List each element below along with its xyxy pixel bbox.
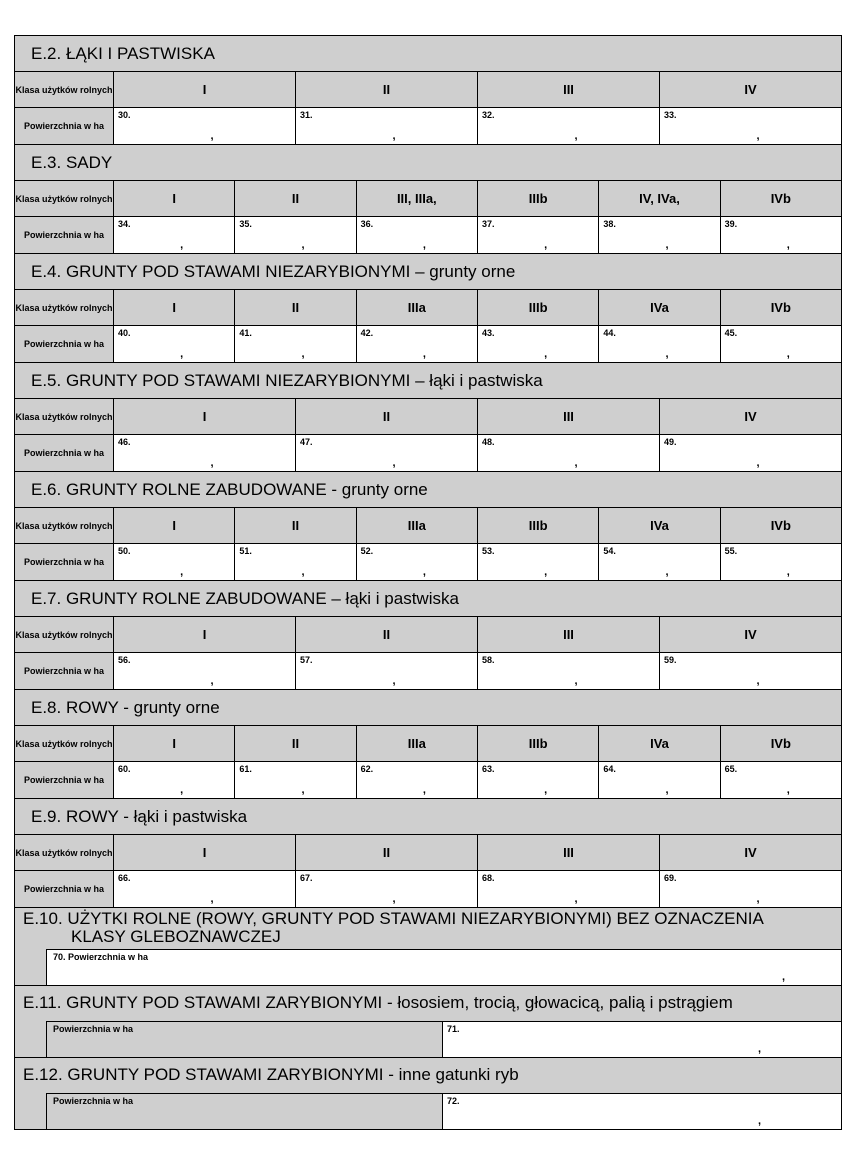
- section-e10-body: [15, 949, 841, 985]
- area-input-cell[interactable]: [721, 544, 841, 580]
- section-e10-indent: [15, 949, 47, 985]
- area-input-cell[interactable]: [599, 762, 720, 798]
- section-e11-header: [15, 985, 841, 1021]
- field-72-label: 72.: [447, 1096, 460, 1106]
- class-header-cell: I: [114, 399, 296, 434]
- area-row-label: Powierzchnia w ha: [15, 435, 114, 471]
- section-7-class-row: [15, 616, 841, 652]
- field-71-input[interactable]: [443, 1021, 841, 1057]
- decimal-comma: ,: [392, 457, 396, 469]
- area-input-cell[interactable]: [721, 762, 841, 798]
- section-3-area-row: [15, 216, 841, 253]
- field-70-label: 70. Powierzchnia w ha: [53, 952, 149, 962]
- area-input-cell[interactable]: [114, 871, 296, 907]
- class-row-label: Klasa użytków rolnych: [15, 508, 114, 543]
- field-number: 33.: [664, 110, 677, 120]
- decimal-comma: ,: [301, 784, 305, 796]
- area-input-cell[interactable]: [296, 108, 478, 144]
- decimal-comma: ,: [574, 130, 578, 142]
- class-header-cell: III: [478, 72, 660, 107]
- class-header-cell: III: [478, 617, 660, 652]
- area-row-label: Powierzchnia w ha: [15, 871, 114, 907]
- section-e10-header: [15, 907, 841, 949]
- area-input-cell[interactable]: [114, 326, 235, 362]
- area-row-label: Powierzchnia w ha: [15, 653, 114, 689]
- area-input-cell[interactable]: [357, 544, 478, 580]
- field-number: 42.: [360, 328, 374, 338]
- field-number: 38.: [603, 219, 616, 229]
- class-header-cell: II: [235, 726, 356, 761]
- field-number: 39.: [724, 219, 738, 229]
- section-2-area-row: [15, 107, 841, 144]
- section-5-class-row: [15, 398, 841, 434]
- class-header-cell: IV: [660, 617, 841, 652]
- section-e10-title-line2: KLASY GLEBOZNAWCZEJ: [71, 927, 281, 946]
- field-number: 60.: [118, 764, 131, 774]
- decimal-comma: ,: [756, 457, 760, 469]
- field-number: 53.: [481, 546, 495, 556]
- class-header-cell: IV, IVa,: [599, 181, 720, 216]
- section-e12-indent: [15, 1093, 47, 1129]
- section-4-title: E.4. GRUNTY POD STAWAMI NIEZARYBIONYMI – grunty orne: [15, 253, 841, 289]
- class-header-cell: IVa: [599, 726, 720, 761]
- class-header-cell: IIIb: [478, 726, 599, 761]
- field-number: 55.: [724, 546, 738, 556]
- decimal-comma: ,: [786, 348, 790, 360]
- class-header-cell: III: [478, 835, 660, 870]
- field-72-input[interactable]: [443, 1093, 841, 1129]
- section-9-title: E.9. ROWY - łąki i pastwiska: [15, 798, 841, 834]
- area-input-cell[interactable]: [721, 326, 841, 362]
- class-header-cell: IV: [660, 835, 841, 870]
- area-input-cell[interactable]: [478, 217, 599, 253]
- section-8-area-row: [15, 761, 841, 798]
- field-number: 63.: [481, 764, 495, 774]
- class-header-cell: I: [114, 290, 235, 325]
- field-number: 46.: [118, 437, 131, 447]
- decimal-comma: ,: [574, 457, 578, 469]
- field-number: 61.: [239, 764, 252, 774]
- section-7-area-row: [15, 652, 841, 689]
- area-row-label: Powierzchnia w ha: [15, 762, 114, 798]
- section-e12-label: Powierzchnia w ha: [53, 1096, 134, 1106]
- field-number: 49.: [664, 437, 677, 447]
- class-header-cell: IV: [660, 72, 841, 107]
- section-e11-label-box: [47, 1021, 443, 1057]
- section-3-title: E.3. SADY: [15, 144, 841, 180]
- area-input-cell[interactable]: [296, 653, 478, 689]
- field-number: 65.: [724, 764, 738, 774]
- decimal-comma: ,: [544, 348, 548, 360]
- section-2-title: E.2. ŁĄKI I PASTWISKA: [15, 35, 841, 71]
- decimal-comma: ,: [301, 348, 305, 360]
- field-number: 54.: [603, 546, 616, 556]
- area-input-cell[interactable]: [235, 544, 356, 580]
- class-header-cell: I: [114, 617, 296, 652]
- decimal-comma: ,: [756, 675, 760, 687]
- field-number: 43.: [481, 328, 495, 338]
- decimal-comma: ,: [574, 893, 578, 905]
- section-6-area-row: [15, 543, 841, 580]
- field-number: 56.: [118, 655, 131, 665]
- class-row-label: Klasa użytków rolnych: [15, 181, 114, 216]
- area-input-cell[interactable]: [114, 653, 296, 689]
- section-e12-body: [15, 1093, 841, 1129]
- field-number: 51.: [239, 546, 252, 556]
- decimal-comma: ,: [544, 566, 548, 578]
- area-input-cell[interactable]: [357, 326, 478, 362]
- class-header-cell: IVa: [599, 508, 720, 543]
- field-number: 36.: [360, 219, 374, 229]
- class-row-label: Klasa użytków rolnych: [15, 617, 114, 652]
- field-number: 64.: [603, 764, 616, 774]
- section-6-title: E.6. GRUNTY ROLNE ZABUDOWANE - grunty orne: [15, 471, 841, 507]
- field-number: 34.: [118, 219, 131, 229]
- decimal-comma: ,: [757, 1043, 761, 1055]
- sections-container: [15, 35, 841, 907]
- decimal-comma: ,: [574, 675, 578, 687]
- class-header-cell: IVa: [599, 290, 720, 325]
- area-input-cell[interactable]: [478, 108, 660, 144]
- decimal-comma: ,: [180, 348, 184, 360]
- class-header-cell: II: [296, 617, 478, 652]
- section-5-title: E.5. GRUNTY POD STAWAMI NIEZARYBIONYMI – łąki i pastwiska: [15, 362, 841, 398]
- decimal-comma: ,: [210, 893, 214, 905]
- decimal-comma: ,: [786, 239, 790, 251]
- field-number: 59.: [664, 655, 677, 665]
- section-e11-label: Powierzchnia w ha: [53, 1024, 134, 1034]
- section-e12-title: E.12. GRUNTY POD STAWAMI ZARYBIONYMI - inne gatunki ryb: [23, 1065, 519, 1084]
- class-header-cell: II: [296, 835, 478, 870]
- section-4-area-row: [15, 325, 841, 362]
- field-number: 66.: [118, 873, 131, 883]
- class-header-cell: II: [296, 399, 478, 434]
- decimal-comma: ,: [392, 893, 396, 905]
- field-number: 44.: [603, 328, 616, 338]
- decimal-comma: ,: [422, 348, 426, 360]
- area-input-cell[interactable]: [478, 326, 599, 362]
- area-input-cell[interactable]: [660, 435, 841, 471]
- class-row-label: Klasa użytków rolnych: [15, 399, 114, 434]
- decimal-comma: ,: [422, 239, 426, 251]
- land-area-form: [14, 35, 842, 1130]
- area-input-cell[interactable]: [599, 217, 720, 253]
- area-row-label: Powierzchnia w ha: [15, 326, 114, 362]
- class-header-cell: IVb: [721, 290, 841, 325]
- area-input-cell[interactable]: [478, 653, 660, 689]
- field-number: 30.: [118, 110, 131, 120]
- section-e11-body: [15, 1021, 841, 1057]
- class-header-cell: IIIa: [357, 508, 478, 543]
- area-input-cell[interactable]: [235, 217, 356, 253]
- area-input-cell[interactable]: [235, 762, 356, 798]
- class-header-cell: I: [114, 181, 235, 216]
- decimal-comma: ,: [180, 784, 184, 796]
- class-header-cell: II: [296, 72, 478, 107]
- field-number: 67.: [300, 873, 313, 883]
- class-header-cell: I: [114, 835, 296, 870]
- decimal-comma: ,: [781, 971, 785, 983]
- class-row-label: Klasa użytków rolnych: [15, 835, 114, 870]
- class-header-cell: III: [478, 399, 660, 434]
- area-row-label: Powierzchnia w ha: [15, 108, 114, 144]
- class-header-cell: IV: [660, 399, 841, 434]
- class-header-cell: III, IIIa,: [357, 181, 478, 216]
- area-input-cell[interactable]: [114, 435, 296, 471]
- class-header-cell: IIIb: [478, 181, 599, 216]
- field-number: 40.: [118, 328, 131, 338]
- decimal-comma: ,: [392, 675, 396, 687]
- section-e11-title: E.11. GRUNTY POD STAWAMI ZARYBIONYMI - łososiem, trocią, głowacicą, palią i pstrągiem: [23, 993, 733, 1012]
- decimal-comma: ,: [544, 239, 548, 251]
- decimal-comma: ,: [544, 784, 548, 796]
- area-input-cell[interactable]: [478, 544, 599, 580]
- decimal-comma: ,: [392, 130, 396, 142]
- class-header-cell: IIIa: [357, 726, 478, 761]
- area-row-label: Powierzchnia w ha: [15, 544, 114, 580]
- area-input-cell[interactable]: [660, 871, 841, 907]
- area-input-cell[interactable]: [296, 435, 478, 471]
- decimal-comma: ,: [786, 784, 790, 796]
- area-input-cell[interactable]: [114, 217, 235, 253]
- section-2-class-row: [15, 71, 841, 107]
- decimal-comma: ,: [210, 130, 214, 142]
- section-9-area-row: [15, 870, 841, 907]
- area-input-cell[interactable]: [235, 326, 356, 362]
- field-number: 68.: [482, 873, 495, 883]
- class-row-label: Klasa użytków rolnych: [15, 726, 114, 761]
- area-input-cell[interactable]: [357, 217, 478, 253]
- class-header-cell: I: [114, 726, 235, 761]
- area-input-cell[interactable]: [599, 326, 720, 362]
- decimal-comma: ,: [422, 784, 426, 796]
- section-e12-header: [15, 1057, 841, 1093]
- area-input-cell[interactable]: [660, 108, 841, 144]
- area-input-cell[interactable]: [114, 544, 235, 580]
- class-header-cell: IIIa: [357, 290, 478, 325]
- field-number: 58.: [482, 655, 495, 665]
- area-input-cell[interactable]: [114, 762, 235, 798]
- field-number: 32.: [482, 110, 495, 120]
- class-header-cell: IIIb: [478, 508, 599, 543]
- field-number: 41.: [239, 328, 252, 338]
- field-number: 37.: [481, 219, 495, 229]
- decimal-comma: ,: [665, 348, 669, 360]
- section-e11-indent: [15, 1021, 47, 1057]
- area-input-cell[interactable]: [660, 653, 841, 689]
- class-header-cell: IVb: [721, 508, 841, 543]
- section-9-class-row: [15, 834, 841, 870]
- class-header-cell: IVb: [721, 726, 841, 761]
- area-input-cell[interactable]: [478, 762, 599, 798]
- decimal-comma: ,: [422, 566, 426, 578]
- area-input-cell[interactable]: [114, 108, 296, 144]
- field-number: 50.: [118, 546, 131, 556]
- field-number: 45.: [724, 328, 738, 338]
- class-row-label: Klasa użytków rolnych: [15, 290, 114, 325]
- section-e12-label-box: [47, 1093, 443, 1129]
- section-e10-title-line1: E.10. UŻYTKI ROLNE (ROWY, GRUNTY POD STAWAMI NIEZARYBIONYMI) BEZ OZNACZENIA: [23, 909, 764, 928]
- field-number: 47.: [300, 437, 313, 447]
- field-number: 31.: [300, 110, 313, 120]
- decimal-comma: ,: [756, 130, 760, 142]
- decimal-comma: ,: [756, 893, 760, 905]
- field-70-input[interactable]: [47, 949, 841, 985]
- field-number: 48.: [482, 437, 495, 447]
- decimal-comma: ,: [210, 675, 214, 687]
- decimal-comma: ,: [665, 566, 669, 578]
- area-input-cell[interactable]: [478, 871, 660, 907]
- decimal-comma: ,: [665, 239, 669, 251]
- area-row-label: Powierzchnia w ha: [15, 217, 114, 253]
- area-input-cell[interactable]: [599, 544, 720, 580]
- decimal-comma: ,: [210, 457, 214, 469]
- field-number: 35.: [239, 219, 252, 229]
- class-header-cell: IIIb: [478, 290, 599, 325]
- section-6-class-row: [15, 507, 841, 543]
- decimal-comma: ,: [180, 239, 184, 251]
- class-header-cell: II: [235, 290, 356, 325]
- section-8-class-row: [15, 725, 841, 761]
- decimal-comma: ,: [786, 566, 790, 578]
- area-input-cell[interactable]: [296, 871, 478, 907]
- class-row-label: Klasa użytków rolnych: [15, 72, 114, 107]
- field-number: 69.: [664, 873, 677, 883]
- class-header-cell: I: [114, 508, 235, 543]
- decimal-comma: ,: [301, 239, 305, 251]
- field-number: 62.: [360, 764, 374, 774]
- decimal-comma: ,: [180, 566, 184, 578]
- class-header-cell: II: [235, 181, 356, 216]
- section-5-area-row: [15, 434, 841, 471]
- field-number: 52.: [360, 546, 374, 556]
- class-header-cell: I: [114, 72, 296, 107]
- decimal-comma: ,: [665, 784, 669, 796]
- decimal-comma: ,: [301, 566, 305, 578]
- field-number: 57.: [300, 655, 313, 665]
- class-header-cell: IVb: [721, 181, 841, 216]
- section-4-class-row: [15, 289, 841, 325]
- section-7-title: E.7. GRUNTY ROLNE ZABUDOWANE – łąki i pastwiska: [15, 580, 841, 616]
- field-71-label: 71.: [447, 1024, 460, 1034]
- section-8-title: E.8. ROWY - grunty orne: [15, 689, 841, 725]
- area-input-cell[interactable]: [478, 435, 660, 471]
- class-header-cell: II: [235, 508, 356, 543]
- area-input-cell[interactable]: [721, 217, 841, 253]
- area-input-cell[interactable]: [357, 762, 478, 798]
- section-3-class-row: [15, 180, 841, 216]
- decimal-comma: ,: [757, 1115, 761, 1127]
